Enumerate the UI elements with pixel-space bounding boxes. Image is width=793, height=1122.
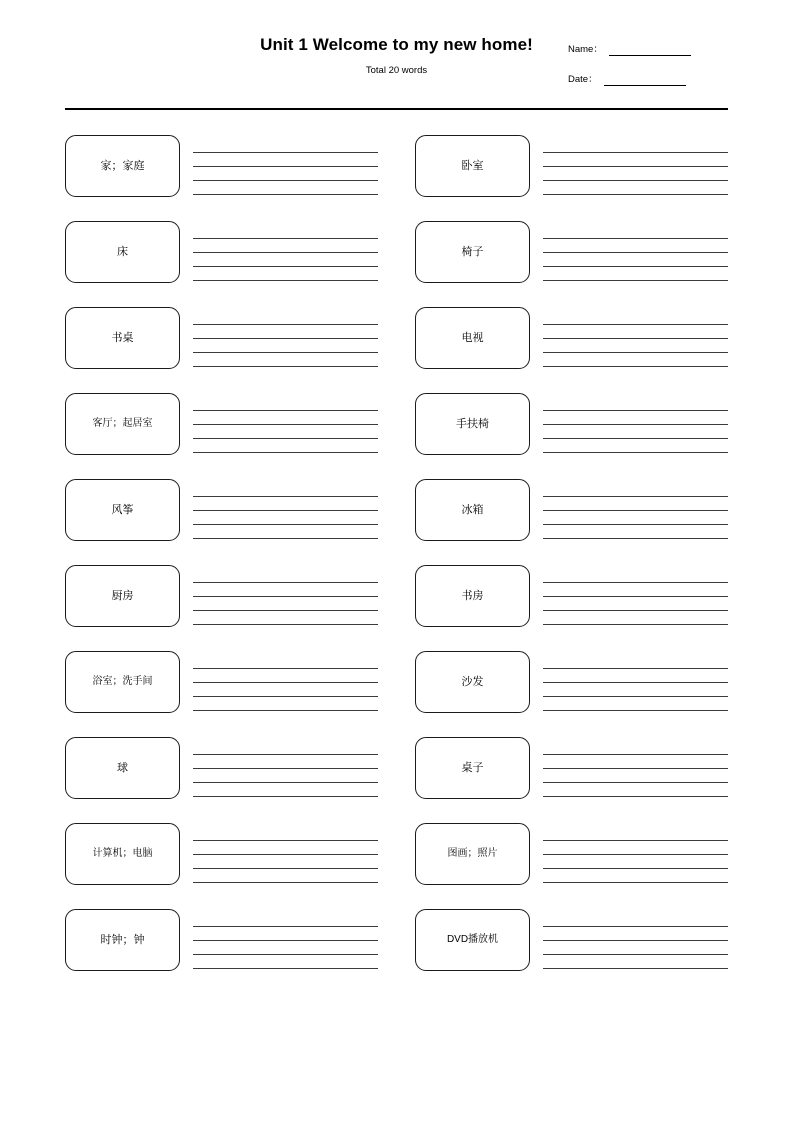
word-row: [415, 734, 728, 801]
word-row: [415, 304, 728, 371]
word-box: [415, 479, 530, 541]
word-row: [415, 390, 728, 457]
writing-line[interactable]: [543, 827, 728, 841]
writing-line[interactable]: [193, 139, 378, 153]
word-row: [415, 476, 728, 543]
writing-line[interactable]: [193, 325, 378, 339]
writing-line[interactable]: [543, 769, 728, 783]
word-label: 浴室；洗手间: [92, 675, 153, 687]
word-box: [65, 909, 180, 971]
writing-line[interactable]: [543, 325, 728, 339]
writing-lines[interactable]: [193, 481, 378, 539]
date-input-line[interactable]: [604, 74, 686, 86]
writing-lines[interactable]: [193, 653, 378, 711]
writing-lines[interactable]: [543, 395, 728, 453]
word-row: [415, 820, 728, 887]
word-row: [415, 906, 728, 973]
writing-lines[interactable]: [543, 309, 728, 367]
writing-line[interactable]: [193, 439, 378, 453]
word-box: [415, 393, 530, 455]
name-field-row: [568, 38, 728, 56]
writing-line[interactable]: [193, 697, 378, 711]
word-row: [65, 648, 378, 715]
word-label: 卧室: [461, 159, 484, 172]
writing-lines[interactable]: [193, 309, 378, 367]
writing-line[interactable]: [543, 841, 728, 855]
writing-line[interactable]: [193, 267, 378, 281]
writing-line[interactable]: [543, 497, 728, 511]
writing-line[interactable]: [193, 339, 378, 353]
writing-lines[interactable]: [543, 481, 728, 539]
writing-line[interactable]: [193, 397, 378, 411]
writing-line[interactable]: [543, 181, 728, 195]
writing-line[interactable]: [543, 483, 728, 497]
writing-line[interactable]: [543, 611, 728, 625]
word-column-left: [65, 132, 378, 992]
word-label: 椅子: [461, 245, 484, 258]
word-row: [415, 218, 728, 285]
word-box: [65, 307, 180, 369]
word-grid: [65, 132, 728, 992]
writing-line[interactable]: [543, 755, 728, 769]
writing-lines[interactable]: [543, 911, 728, 969]
word-box: [415, 307, 530, 369]
writing-line[interactable]: [543, 913, 728, 927]
word-row: [65, 390, 378, 457]
word-label: 风筝: [111, 503, 134, 516]
word-box: [415, 909, 530, 971]
writing-lines[interactable]: [543, 825, 728, 883]
writing-line[interactable]: [543, 425, 728, 439]
word-label: 厨房: [111, 589, 134, 602]
word-label: 球: [117, 761, 128, 774]
word-label: 床: [117, 245, 128, 258]
writing-line[interactable]: [193, 927, 378, 941]
writing-line[interactable]: [193, 941, 378, 955]
word-box: [65, 737, 180, 799]
date-field-row: [568, 68, 728, 86]
writing-line[interactable]: [543, 439, 728, 453]
word-row: [65, 304, 378, 371]
word-row: [415, 562, 728, 629]
word-box: [415, 737, 530, 799]
writing-line[interactable]: [543, 783, 728, 797]
writing-lines[interactable]: [543, 653, 728, 711]
writing-line[interactable]: [193, 483, 378, 497]
word-label: 桌子: [461, 761, 484, 774]
writing-line[interactable]: [193, 425, 378, 439]
writing-lines[interactable]: [193, 911, 378, 969]
writing-line[interactable]: [543, 525, 728, 539]
writing-line[interactable]: [193, 955, 378, 969]
writing-line[interactable]: [193, 253, 378, 267]
writing-line[interactable]: [543, 683, 728, 697]
writing-line[interactable]: [543, 855, 728, 869]
writing-line[interactable]: [543, 597, 728, 611]
writing-line[interactable]: [193, 869, 378, 883]
writing-line[interactable]: [193, 511, 378, 525]
writing-line[interactable]: [193, 153, 378, 167]
writing-line[interactable]: [193, 655, 378, 669]
writing-line[interactable]: [543, 955, 728, 969]
word-label: 冰箱: [461, 503, 484, 516]
word-label: 计算机；电脑: [92, 847, 153, 859]
word-label: DVD播放机: [446, 933, 499, 945]
word-label: 电视: [461, 331, 484, 344]
writing-line[interactable]: [543, 869, 728, 883]
writing-line[interactable]: [193, 741, 378, 755]
page-title: Unit 1 Welcome to my new home!: [260, 35, 533, 54]
writing-line[interactable]: [543, 153, 728, 167]
writing-line[interactable]: [193, 181, 378, 195]
word-label: 家；家庭: [100, 159, 145, 172]
word-label: 时钟；钟: [100, 933, 145, 946]
writing-line[interactable]: [543, 253, 728, 267]
writing-line[interactable]: [543, 583, 728, 597]
writing-line[interactable]: [543, 927, 728, 941]
writing-line[interactable]: [543, 139, 728, 153]
writing-line[interactable]: [193, 913, 378, 927]
writing-line[interactable]: [543, 397, 728, 411]
word-row: [65, 734, 378, 801]
word-label: 沙发: [461, 675, 484, 688]
word-label: 书桌: [111, 331, 134, 344]
writing-line[interactable]: [193, 855, 378, 869]
writing-line[interactable]: [193, 827, 378, 841]
writing-line[interactable]: [193, 683, 378, 697]
writing-line[interactable]: [543, 511, 728, 525]
writing-line[interactable]: [193, 569, 378, 583]
student-meta: [568, 38, 728, 98]
writing-line[interactable]: [193, 353, 378, 367]
word-row: [65, 906, 378, 973]
writing-line[interactable]: [193, 411, 378, 425]
word-box: [415, 221, 530, 283]
writing-line[interactable]: [193, 225, 378, 239]
writing-line[interactable]: [543, 239, 728, 253]
word-box: [415, 565, 530, 627]
writing-line[interactable]: [193, 783, 378, 797]
word-row: [65, 132, 378, 199]
writing-lines[interactable]: [193, 395, 378, 453]
word-row: [65, 218, 378, 285]
writing-line[interactable]: [543, 697, 728, 711]
writing-line[interactable]: [193, 611, 378, 625]
writing-line[interactable]: [543, 167, 728, 181]
writing-line[interactable]: [193, 497, 378, 511]
writing-line[interactable]: [193, 311, 378, 325]
writing-line[interactable]: [543, 267, 728, 281]
word-box: [415, 651, 530, 713]
writing-line[interactable]: [193, 239, 378, 253]
writing-lines[interactable]: [543, 223, 728, 281]
header-divider: [65, 108, 728, 110]
word-row: [65, 476, 378, 543]
writing-lines[interactable]: [193, 567, 378, 625]
word-box: [65, 651, 180, 713]
writing-line[interactable]: [193, 583, 378, 597]
writing-line[interactable]: [193, 167, 378, 181]
word-box: [65, 221, 180, 283]
writing-line[interactable]: [193, 755, 378, 769]
writing-lines[interactable]: [193, 137, 378, 195]
date-label: Date：: [568, 74, 598, 85]
word-box: [65, 479, 180, 541]
word-row: [65, 562, 378, 629]
page-header: [65, 0, 728, 92]
word-row: [65, 820, 378, 887]
writing-line[interactable]: [543, 411, 728, 425]
writing-lines[interactable]: [543, 739, 728, 797]
word-label: 图画；照片: [447, 847, 498, 859]
word-box: [65, 393, 180, 455]
writing-line[interactable]: [543, 311, 728, 325]
word-row: [415, 132, 728, 199]
writing-line[interactable]: [193, 841, 378, 855]
word-label: 书房: [461, 589, 484, 602]
writing-line[interactable]: [543, 741, 728, 755]
word-box: [65, 135, 180, 197]
writing-line[interactable]: [543, 339, 728, 353]
writing-line[interactable]: [193, 769, 378, 783]
writing-lines[interactable]: [543, 137, 728, 195]
writing-lines[interactable]: [193, 223, 378, 281]
writing-lines[interactable]: [193, 825, 378, 883]
name-input-line[interactable]: [609, 44, 691, 56]
writing-line[interactable]: [193, 669, 378, 683]
word-box: [415, 823, 530, 885]
writing-lines[interactable]: [193, 739, 378, 797]
writing-line[interactable]: [543, 353, 728, 367]
name-label: Name：: [568, 44, 603, 55]
word-box: [415, 135, 530, 197]
word-row: [415, 648, 728, 715]
writing-line[interactable]: [543, 669, 728, 683]
word-box: [65, 565, 180, 627]
word-label: 客厅；起居室: [92, 417, 153, 429]
writing-line[interactable]: [193, 597, 378, 611]
writing-line[interactable]: [543, 225, 728, 239]
word-count-subtitle: Total 20 words: [365, 65, 428, 76]
word-column-right: [415, 132, 728, 992]
writing-line[interactable]: [543, 655, 728, 669]
word-label: 手扶椅: [456, 417, 489, 430]
writing-line[interactable]: [543, 941, 728, 955]
writing-lines[interactable]: [543, 567, 728, 625]
writing-line[interactable]: [193, 525, 378, 539]
word-box: [65, 823, 180, 885]
writing-line[interactable]: [543, 569, 728, 583]
